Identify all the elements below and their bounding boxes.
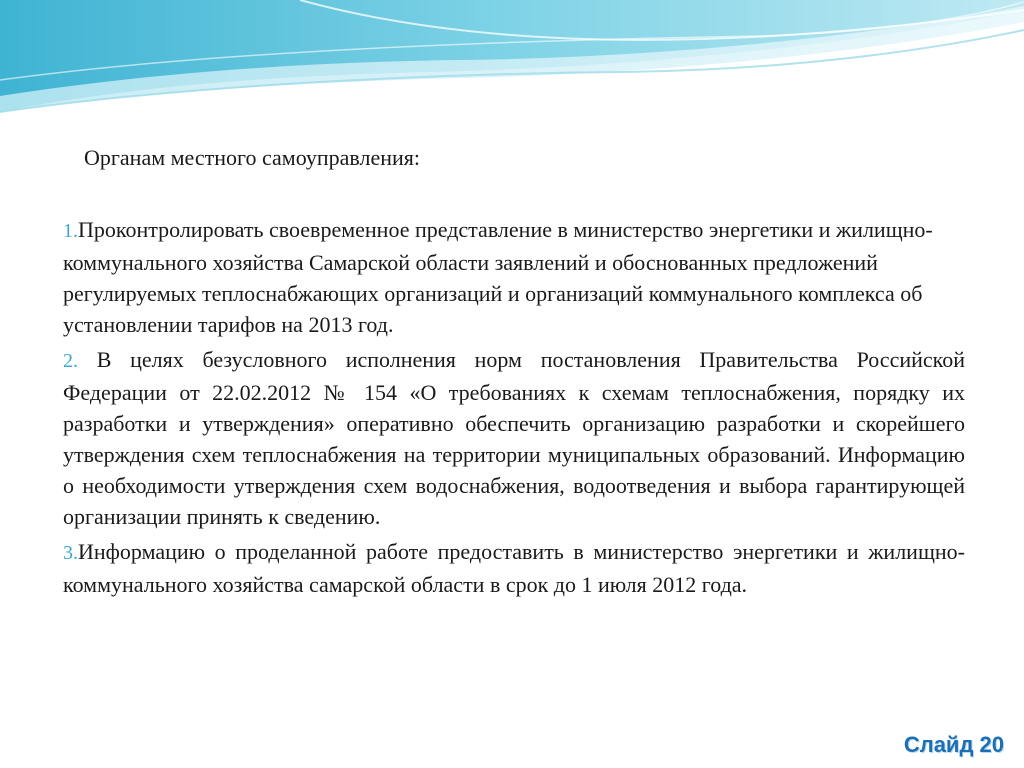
intro-heading: Органам местного самоуправления:	[84, 145, 421, 170]
item-text: Информацию о проделанной работе предоставить в министерство энергетики и жилищно-коммунального хозяйства самарской области в срок до 1 июля 2012 года.	[63, 539, 965, 597]
list-item	[63, 214, 965, 340]
list-item	[63, 536, 965, 600]
item-text: В целях безусловного исполнения норм постановления Правительства Российской Федерации от 22.02.2012 № 154 «О требованиях к схемам теплоснабжения, порядку их разработки и утверждения» оперативно обеспечить организацию разработки и скорейшего утверждения схем теплоснабжения на территории муниципальных образований. Информацию о необходимости утверждения схем водоснабжения, водоотведения и выбора гарантирующей организации принять к сведению.	[63, 347, 965, 529]
item-text: Проконтролировать своевременное представление в министерство энергетики и жилищно-коммунального хозяйства Самарской области заявлений и обоснованных предложений регулируемых теплоснабжающих организаций и организаций коммунального комплекса об установлении тарифов на 2013 год.	[63, 217, 933, 337]
decorative-wave-header	[0, 0, 1024, 120]
list-item	[63, 344, 965, 532]
slide-number-label: Слайд 20	[903, 732, 1004, 757]
item-number: 1.	[63, 220, 78, 242]
item-number: 2.	[63, 350, 78, 372]
instruction-list	[63, 214, 965, 604]
item-number: 3.	[63, 542, 78, 564]
